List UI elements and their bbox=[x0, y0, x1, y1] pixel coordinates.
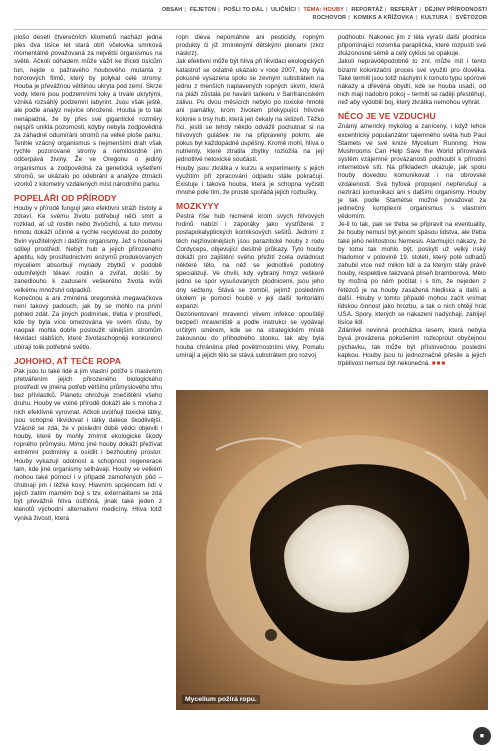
nav-item-ulicnici[interactable]: ULIČNÍCI bbox=[271, 7, 297, 13]
mycelium-oil-photo bbox=[176, 390, 488, 710]
paragraph: Konečnou a ani zmíněná oregonská megavačkova není takový padouch, jak by se mohlo na první pohled zdát. Za jiných podmínek, třeba v prostředí, kde by byla více omezována ve svém růstu, by naopak mohla dobře posloužit silnějším stromům likvidací slabších, které životaschopněji konkurenci ubírají tolik potřebné světlo. bbox=[14, 294, 162, 351]
paragraph: Houby jsou zkrátka v kurzu a experimenty s jejich využitím při zpracování odpadu stále pokračují. Existuje i taková houba, která je schopna vyčistit mnohé pole tím, že prostě spořádá jejich rozbušky. bbox=[176, 164, 324, 196]
top-navigation: OBSAH | FEJETON | POŠLI TO DÁL | ULIČNÍCI | TÉMA: HOUBY | REPORTÁŽ | REFERÁT | DĚJINY PŘÍRODNOSTI ROCHOVOR | KOMIKS A KŘÍŽOVKA | KULTURA | SVĚTOZOR bbox=[161, 7, 487, 21]
paragraph: Známý americký mykolog a zaníceny, i když lehce excentrický popularizátor tajemného světa hub Paul Stamets ve své knize Mycelium Running: How Mushrooms Can Help Save the World přirovnává systém vzájemné provázanosti podhoubí k přírodní internetové síti. Na příkladech ukazuje, jak spolu houby dovedou komunikovat i na obrovské vzdálenosti. Svá hyfová propojení nepřerušují a neztrácí komunikaci ani s dalšími organismy. Houby je tak podle Stametse možné považovat za jedinečný komplexní organismus s vlastním vědomím. bbox=[338, 123, 486, 221]
paragraph: ropn dieva nepomáhne ani pesticidy, ropným produkty či již zmíněnými dětskými plenami (zkrz naskrz). bbox=[176, 34, 324, 58]
paragraph: Pestrá říše hub nicméně krom svých hlívových hrdinů nabízí i záporáky jako vystřižené z postapokalyptických komiksových sešitů. Jedními z těch nejzlovolnějších jsou parazitické houby z rodu Cordyceps, objevující desítně průkazy. Tyto houby dokáží pro zajištění svého přežití zcela ovládnout některé tělo, na něž se jednotlivé podobný specializují. Ve chvíli, kdy vybraný hmyz veškeré jedno se spor vysušovaných plodnicemi, jsou jeho dny sečteny. Stává se zombií, jejímž posledním úkolem je pomoci houbě v její další teritoriální expanzi. bbox=[176, 213, 324, 310]
column-2 bbox=[176, 34, 324, 360]
nav-item-komiks[interactable]: KOMIKS A KŘÍŽOVKA bbox=[353, 15, 414, 21]
nav-item-kultura[interactable]: KULTURA bbox=[420, 15, 449, 21]
nav-item-posli[interactable]: POŠLI TO DÁL bbox=[223, 7, 264, 13]
nav-item-fejeton[interactable]: FEJETON bbox=[189, 7, 217, 13]
paragraph: Pak jsou tu také lidé a jim vlastní potíže s masivním přetvářením jejich přirozeného biologického prostředí ve jména potřeb většího průmyslového trhu bez přívlastků. Planetu ohrožuje znečištění všeho druhu. Houby ve volné přírodě dokáží ale s mnoha z nich efektivně vyrovnat. Ačkoli uvolňují toxické látky, jsou schopné likvidovat i látky dalece škodlivější. Vzácně se zdá, že v poslední době vědci objevili i houby, které by mohly zmírnit ekologické škody ropného průmyslu. Mimo jiné houby dokáží přežívat extrémní podmínky a osídlit i bezhoubný prostor. Houby vykazují odolnost a schopnost regenerace tam, kde jiné organismy selhávají. Houby ve velkém mohou také pomoci i v případě zamořených půd – chutnají jim i těžké kovy. Hlavním spojencem lidí v jejich zatím marném boji s tzv. externalitami se zdá být převážně hlíva ústřičná, jinak také jeden z klenotů východní alternativní medicíny. Hlíva totiž vyniká živostí, která bbox=[14, 367, 162, 522]
paragraph: Jakoli nepravděpodobně to zní, může mít i tento bizarní kolonizační proces své využití pro člověka. Také termiti jsou totiž náchylní k tomuto typu spórové nákazy a dřevěná obydlí, kde se houba usadí, od nich mají nadobro pokoj – termiti se raději přestěhují, než aby výdobili boj, který zkrátka nemohou vyhrát. bbox=[338, 58, 486, 107]
photo-caption: Mycelium požírá ropu. bbox=[182, 695, 260, 704]
paragraph: Jak efektivní může být hlíva při likvidaci ekologických katastrof se ostatně ukázalo v roce 2007, kdy byla pokusně vysazena spolu se zevným substrátem na jednu z menších naplavených ropných skvrn, která na pláži zůstala po havárii tankeru v Sanfranciském zálivu. Po dvou měsících nebylo po toxické hmotě ani památky, krom životem překypující hlívové kolonie s trsy hub, která jen čekaly na sklizeň. Těžko říci, jestli se tehdy někdo odvážil pochutnat si na hlívových gulášek ne na připravený pokrm, ale pokus byl každopádně úspěšný. Kromě mohl, hlíva o nutrienty, které ztratila zbytky rozložila na její jednotlivé netoxické součásti. bbox=[176, 58, 324, 164]
paragraph: podhoubí. Nakonec jim z těla vyraší další plodnice připomínající rozsmíla paraplíčka, které rozpustí své zkázonosné sémě a celý cyklus se opakuje. bbox=[338, 34, 486, 58]
nav-item-dejiny[interactable]: DĚJINY PŘÍRODNOSTI bbox=[424, 7, 487, 13]
nav-item-obsah[interactable]: OBSAH bbox=[161, 7, 183, 13]
header-divider bbox=[14, 29, 487, 30]
paragraph: Houby v přírodě fungují jako efektivní stráži čistoty a zdraví. Ke svému životu potřebují něčí smrt a rozklad, ať už rostlin nebo živočichů, a tuto mrtvou hmotu dokáží účinně a rychle recyklovat do podoby živin využitelných i dalšími organismy. Jež s houbami sdílejí prostředí. Nebýt hub a jejich přirozeného apetitu, kdy prostřednictvím enzymů produkovaných myceliem absorbují myriády zbytků v podobě odumřelých těkavi rostlin a zvířat, došlo by zanedlouho k zadusení veškerého života kvůli velkému množství odpadků. bbox=[14, 204, 162, 294]
section-heading: JOHOHO, AŤ TEČE ROPA bbox=[14, 355, 122, 366]
end-mark: ■■■ bbox=[431, 359, 447, 367]
paragraph: Je-li to tak, pak se třeba se připravit na eventuality, že houby nemusí být jenom spásou lidstva, ale třeba také jeho nelítostnou Nemesis. Alarmující nákazy, že by tomu tak mohlo být, poskytl už velký irský hladomor v polovině 19. století, který poté odhadů zahubil více než milion lidí a za kterým stály právě houby, respektive takzvaná plíseň bramborová. Mělo by možná po něm počítat i s tím, že nejeden z řetězců je na houby zasažená hlediska a další a další. Houby v tomto případě mohou začít vnímat lidskou činnost jako hrozbu, a tak o nich chtějí hrát USA. Spory, kterých se nakazení nadýchají, zabíjejí tisíce lidí. bbox=[338, 221, 486, 327]
nav-item-referat[interactable]: REFERÁT bbox=[390, 7, 418, 13]
nav-item-svetozor[interactable]: SVĚTOZOR bbox=[455, 15, 487, 21]
column-3 bbox=[338, 34, 486, 368]
nav-item-current[interactable]: TÉMA: HOUBY bbox=[303, 7, 344, 13]
page-corner-badge: ◼ bbox=[473, 727, 491, 745]
paragraph: plošo desetí čtverečních kilometrů nachází jedna ples dva tisice let stará obří včelovka smrková momentálně považovaná za největší organismus na světě. Ačkoli odhadem může vážit ke třiceti tisícům tun, nejde o pažravého houbového mutanta z hororových filmů, který by polykal celé stromy. Houba je převážnou většinou ukryta pod zemí. Skrze vody, které jsou podzemními toky a trvale ukrytými, vzniká rozsáhlý podzemní labyrint. Jsou však ještě, ale podle analýz nejvíce ohrožené. Houba je to tak nenápadná, že by přes své gigantické rozměry nejspíš unikla pozornosti, kdyby nebyla zodpovědná za záhadné odumírání stromů na velké ploše parku. Tenhle vzácný organismus s nejmenšími drah však rychle pozorované stromy a nemilosrdně jim odčerpává živiny. Že ve Oregonu o jediný organismus a zodpovědná za genetická vyšetření stromů, se ukázalo po odebrání a analýze čtrnácti vzorků z kilometry vzdálených míst národního parku. bbox=[14, 34, 162, 188]
nav-item-rochovor[interactable]: ROCHOVOR bbox=[312, 15, 347, 21]
photo-illustration bbox=[176, 390, 488, 710]
section-heading: NĚCO JE VE VZDUCHU bbox=[338, 111, 436, 122]
paragraph: Zdánlivě nevinná procházka lesem, která nebyla byvá provázena pokušením rozkoprout obyčejnou pýchavku, tak může být příslovečnou poslední kapkou. Houby jsou tu jednoznačně přesile a jejich trpělivost nemusí být nekonečná. ■■■ bbox=[338, 327, 486, 367]
section-heading: POPELÁŘI OD PŘÍRODY bbox=[14, 192, 117, 203]
column-1 bbox=[14, 34, 162, 523]
paragraph: Dezorientovaní mravenci vlivem infekce opouštějí bezpečí mraveniště a podle instrukcí se vydávají určitým směrem, kde se na strategickém místě zakousnou do příhodného stonku, tak aby byla houba chráněna před povětrnostními vlivy. Pomalu umírají a jejich tělo se stává substrátem pro rozvoj bbox=[176, 311, 324, 359]
section-heading: MOZKYYY bbox=[176, 201, 220, 212]
nav-item-reportaz[interactable]: REPORTÁŽ bbox=[351, 7, 383, 13]
